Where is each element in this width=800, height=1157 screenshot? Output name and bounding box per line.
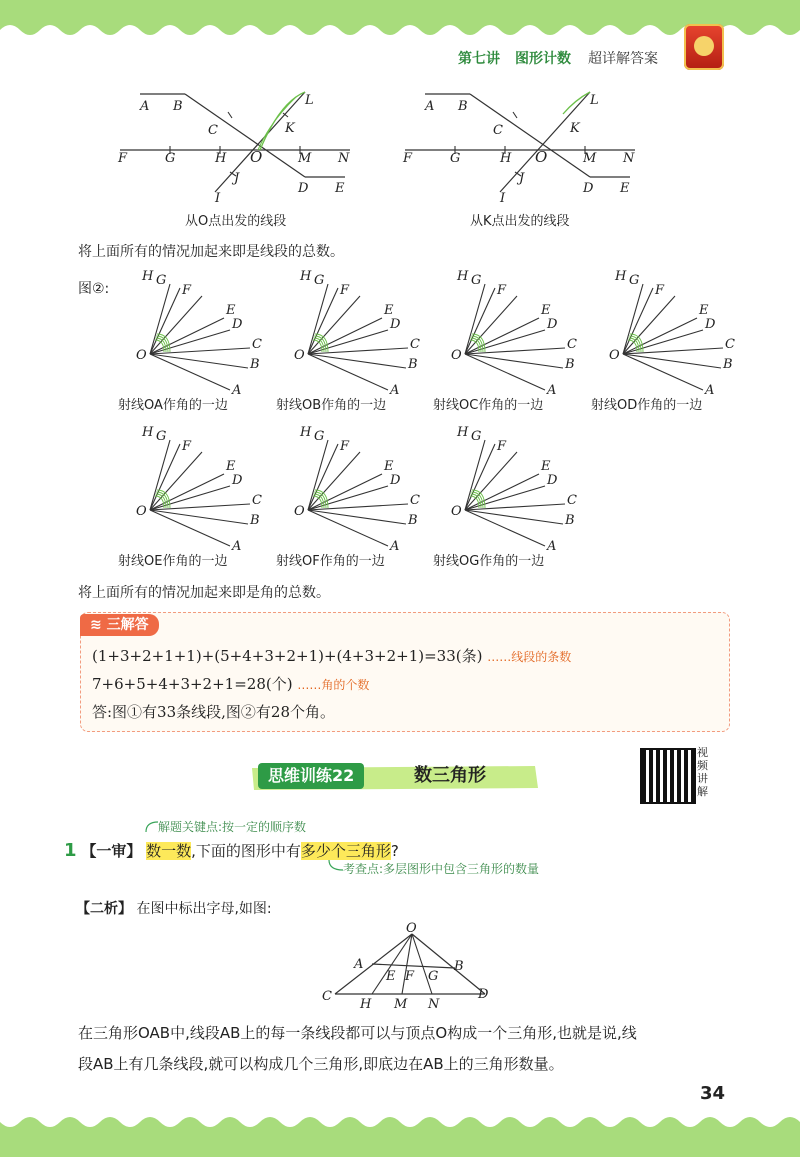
ray-label: B [723,357,733,372]
svg-text:F: F [118,151,128,166]
svg-text:N: N [623,151,635,166]
ray-figure [425,425,577,554]
svg-text:J: J [234,171,240,186]
ray-line [623,348,723,354]
ray-label: H [142,269,154,284]
qr-code-icon[interactable] [640,748,696,804]
svg-text:H: H [500,151,512,166]
ray-line [150,504,250,510]
svg-text:F: F [405,969,415,984]
ray-label: A [390,539,400,554]
ray-line [150,318,224,354]
hint-top: 解题关键点:按一定的顺序数 [158,820,307,834]
ray-label: G [629,273,640,288]
ray-caption: 射线OB作角的一边 [276,398,387,413]
svg-text:E: E [620,181,630,196]
ray-caption: 射线OC作角的一边 [433,398,544,413]
step2-label: 【二析】 [76,901,132,917]
svg-text:M: M [298,151,312,166]
svg-text:O: O [535,148,548,166]
ray-label: C [410,493,420,508]
caption-left: 从O点出发的线段 [185,214,287,229]
ray-label: C [725,337,735,352]
ray-caption: 射线OF作角的一边 [276,554,385,569]
svg-text:D: D [298,181,309,196]
answer-line-2-expr: 7+6+5+4+3+2+1=28(个) [92,675,293,693]
ray-label: F [655,283,665,298]
svg-text:C: C [322,989,332,1004]
problem-text-b: ,下面的图形中有 [191,842,301,860]
header-series: 超详解答案 [588,51,658,67]
ray-line [150,348,250,354]
sum-angles-text: 将上面所有的情况加起来即是角的总数。 [78,585,330,601]
svg-text:M: M [394,997,408,1012]
svg-text:D: D [583,181,594,196]
highlight-triangles: 多少个三角形 [300,842,391,860]
ray-label: H [142,425,154,440]
svg-text:B: B [173,99,183,114]
ray-label: D [390,317,401,332]
answer-line-1 [92,645,571,666]
label: A [140,99,150,114]
ray-label: H [300,269,312,284]
ray-label: G [314,429,325,444]
header-lecture: 第七讲 [458,51,500,67]
ray-line [308,318,382,354]
segment-figure-right [395,82,655,212]
step1-label: 【一审】 [81,842,142,860]
fig2-label: 图②: [78,281,110,297]
ray-label: E [384,303,394,318]
answer-line-1-note: ……线段的条数 [487,650,572,664]
svg-text:I: I [215,191,221,206]
answer-line-3: 答:图①有33条线段,图②有28个角。 [92,703,335,721]
svg-text:G: G [450,151,461,166]
svg-text:H: H [215,151,227,166]
ray-label: F [340,283,350,298]
svg-text:A: A [354,957,364,972]
ray-label: A [547,383,557,398]
ray-label: G [156,273,167,288]
ray-label: A [390,383,400,398]
origin-label: O [451,504,462,519]
ray-line [308,504,408,510]
hint-top-arrow [140,818,160,834]
ray-label: E [384,459,394,474]
answer-tab: ≋ 三解答 [80,614,159,636]
ray-label: D [547,317,558,332]
ray-figure [110,269,262,398]
caption-right: 从K点出发的线段 [470,214,570,229]
ray-label: H [615,269,627,284]
ray-label: D [390,473,401,488]
ray-line [465,504,565,510]
ray-label: A [232,383,242,398]
ray-label: A [547,539,557,554]
ray-figure [268,269,420,398]
ray-caption: 射线OE作角的一边 [118,554,228,569]
ray-label: D [705,317,716,332]
svg-text:K: K [570,121,580,136]
ray-label: B [565,357,575,372]
ray-line [150,474,224,510]
svg-text:J: J [519,171,525,186]
svg-text:G: G [428,969,439,984]
ray-label: H [457,425,469,440]
ray-figure [583,269,735,398]
svg-text:N: N [338,151,350,166]
hint-bottom-arrow [325,858,345,874]
section-title: 数三角形 [414,765,486,786]
ray-label: E [541,303,551,318]
svg-text:L: L [305,93,314,108]
svg-text:L: L [590,93,599,108]
step2-line [76,898,272,918]
problem-text-d: ? [390,842,399,860]
explanation-line-1: 在三角形OAB中,线段AB上的每一条线段都可以与顶点O构成一个三角形,也就是说,线 [78,1024,637,1042]
ray-figure [110,425,262,554]
ray-caption: 射线OA作角的一边 [118,398,228,413]
qr-caption: 视频讲解 [697,746,708,798]
origin-label: O [451,348,462,363]
svg-text:K: K [285,121,295,136]
ray-line [465,318,539,354]
problem-line [64,840,399,861]
problem-number: 1 [64,840,77,861]
svg-text:H: H [360,997,372,1012]
ray-label: E [226,459,236,474]
ray-label: B [565,513,575,528]
answer-line-2-note: ……角的个数 [297,678,370,692]
ray-label: B [250,357,260,372]
ray-label: B [408,513,418,528]
ray-line [308,474,382,510]
ray-label: F [182,439,192,454]
ray-label: C [410,337,420,352]
svg-text:C: C [208,123,218,138]
svg-text:M: M [583,151,597,166]
ray-figure [425,269,577,398]
ray-label: F [340,439,350,454]
svg-text:B: B [458,99,468,114]
page-number: 34 [700,1083,726,1104]
ray-label: C [252,493,262,508]
ray-label: E [699,303,709,318]
ray-label: C [567,493,577,508]
svg-text:B: B [454,959,464,974]
ray-label: F [182,283,192,298]
ray-label: G [471,429,482,444]
ray-label: G [314,273,325,288]
ray-label: C [252,337,262,352]
ray-label: E [541,459,551,474]
section-tag: 思维训练22 [258,763,364,789]
svg-text:A: A [425,99,435,114]
ray-label: F [497,439,507,454]
ray-label: F [497,283,507,298]
segment-figure-left [110,82,370,212]
answer-line-1-expr: (1+3+2+1+1)+(5+4+3+2+1)+(4+3+2+1)=33(条) [92,647,483,665]
svg-text:F: F [403,151,413,166]
top-wave-border [0,0,800,44]
ray-label: E [226,303,236,318]
ray-caption: 射线OD作角的一边 [591,398,703,413]
bottom-wave-border [0,1108,800,1157]
triangle-figure [320,920,500,1012]
ray-line [465,348,565,354]
ray-label: A [705,383,715,398]
header-topic: 图形计数 [515,51,571,67]
svg-text:C: C [493,123,503,138]
svg-text:E: E [386,969,396,984]
ray-caption: 射线OG作角的一边 [433,554,545,569]
origin-label: O [294,504,305,519]
svg-text:E: E [335,181,345,196]
origin-label: O [294,348,305,363]
hint-bottom: 考查点:多层图形中包含三角形的数量 [343,862,540,876]
svg-text:O: O [406,921,417,936]
ray-label: C [567,337,577,352]
svg-text:O: O [250,148,263,166]
svg-text:I: I [500,191,506,206]
ray-label: G [156,429,167,444]
ray-label: B [250,513,260,528]
highlight-count: 数一数 [146,842,192,860]
ray-label: B [408,357,418,372]
origin-label: O [136,504,147,519]
svg-text:G: G [165,151,176,166]
ray-label: D [547,473,558,488]
answer-line-2 [92,673,369,694]
svg-text:N: N [428,997,440,1012]
publisher-logo-icon [684,24,724,70]
sum-segments-text: 将上面所有的情况加起来即是线段的总数。 [78,244,344,260]
svg-text:D: D [478,987,489,1002]
ray-line [308,348,408,354]
ray-label: D [232,473,243,488]
step2-text: 在图中标出字母,如图: [136,901,272,917]
origin-label: O [136,348,147,363]
ray-label: A [232,539,242,554]
ray-label: H [457,269,469,284]
ray-figure [268,425,420,554]
explanation-line-2: 段AB上有几条线段,就可以构成几个三角形,即底边在AB上的三角形数量。 [78,1055,564,1073]
ray-line [623,318,697,354]
origin-label: O [609,348,620,363]
ray-label: D [232,317,243,332]
ray-line [465,474,539,510]
ray-label: H [300,425,312,440]
ray-label: G [471,273,482,288]
